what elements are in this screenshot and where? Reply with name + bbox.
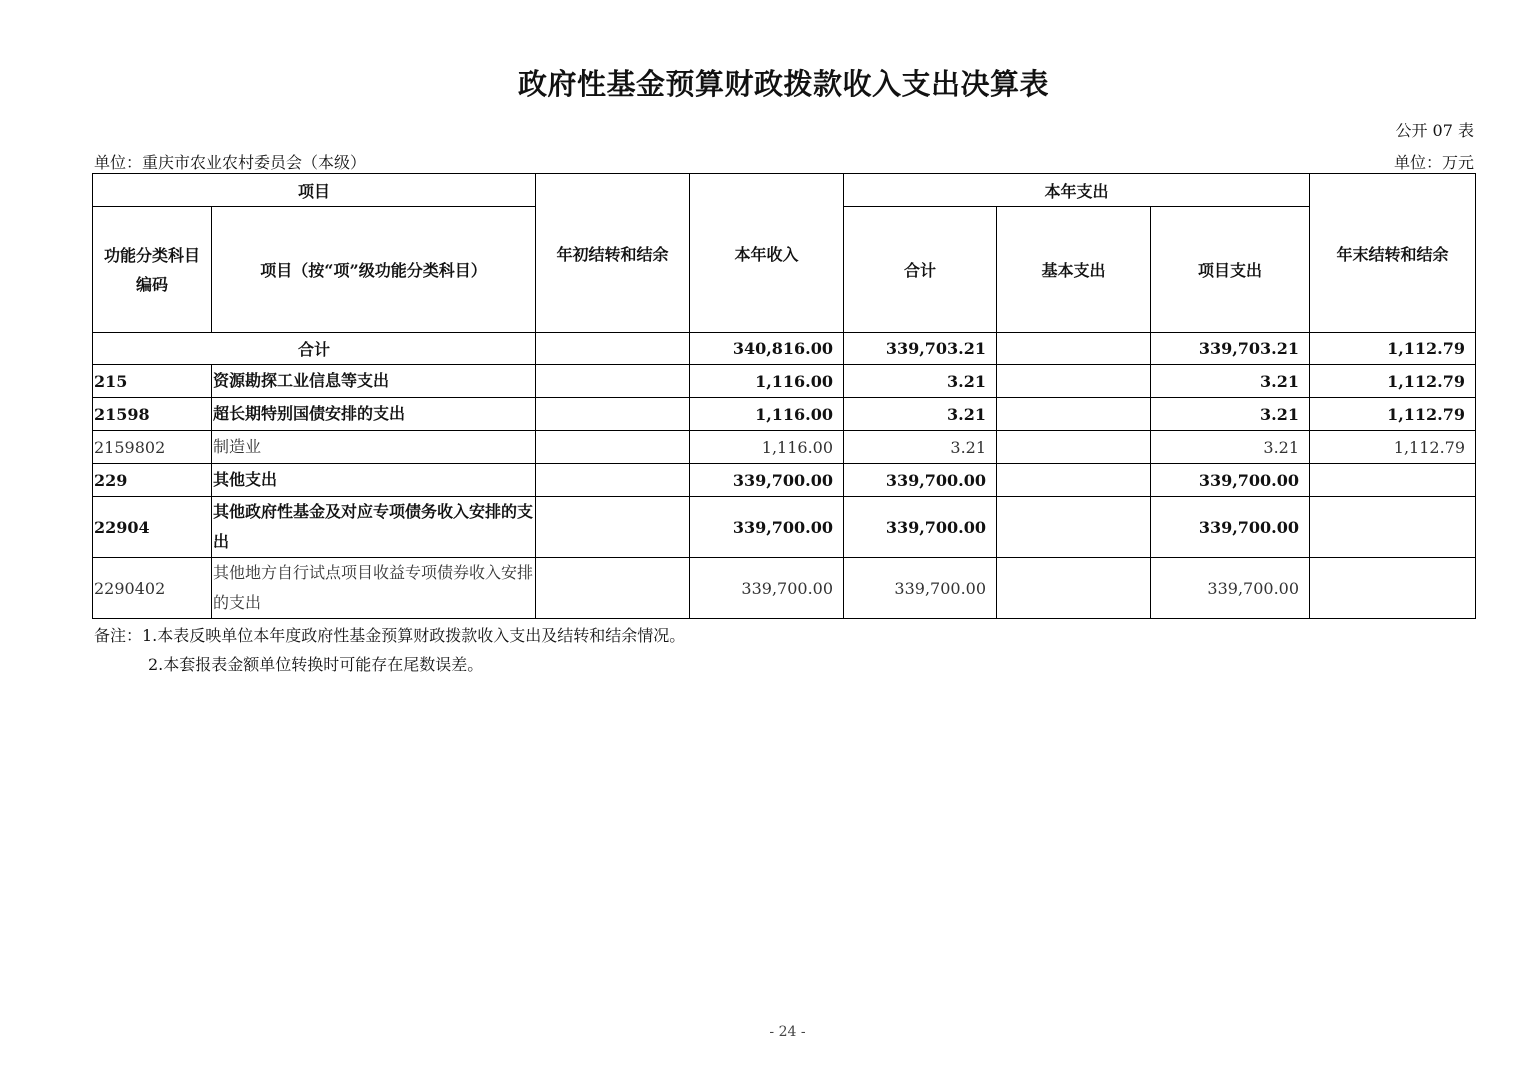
cell-basic bbox=[997, 365, 1151, 398]
cell-end: 1,112.79 bbox=[1310, 333, 1476, 365]
cell-total: 3.21 bbox=[844, 365, 997, 398]
header-end-balance: 年末结转和结余 bbox=[1310, 174, 1476, 333]
cell-basic bbox=[997, 497, 1151, 558]
cell-project: 3.21 bbox=[1151, 398, 1310, 431]
cell-income: 1,116.00 bbox=[690, 398, 844, 431]
cell-end bbox=[1310, 497, 1476, 558]
cell-end bbox=[1310, 464, 1476, 497]
note-line-1: 备注：1.本表反映单位本年度政府性基金预算财政拨款收入支出及结转和结余情况。 bbox=[94, 626, 686, 645]
cell-code: 2290402 bbox=[93, 558, 212, 619]
cell-project: 339,700.00 bbox=[1151, 497, 1310, 558]
cell-income: 339,700.00 bbox=[690, 497, 844, 558]
cell-total: 339,700.00 bbox=[844, 464, 997, 497]
cell-total: 339,700.00 bbox=[844, 558, 997, 619]
cell-begin bbox=[536, 365, 690, 398]
cell-code: 2159802 bbox=[93, 431, 212, 464]
cell-basic bbox=[997, 558, 1151, 619]
cell-name: 资源勘探工业信息等支出 bbox=[212, 365, 536, 398]
cell-income: 1,116.00 bbox=[690, 431, 844, 464]
header-expense-total: 合计 bbox=[844, 207, 997, 333]
cell-total: 3.21 bbox=[844, 398, 997, 431]
table-row bbox=[93, 398, 1476, 431]
cell-income: 340,816.00 bbox=[690, 333, 844, 365]
cell-begin bbox=[536, 464, 690, 497]
table-row bbox=[93, 464, 1476, 497]
cell-begin bbox=[536, 558, 690, 619]
cell-begin bbox=[536, 398, 690, 431]
cell-end: 1,112.79 bbox=[1310, 398, 1476, 431]
cell-basic bbox=[997, 398, 1151, 431]
header-project-name: 项目（按“项”级功能分类科目） bbox=[212, 207, 536, 333]
cell-project: 339,700.00 bbox=[1151, 558, 1310, 619]
cell-total: 339,703.21 bbox=[844, 333, 997, 365]
form-number: 公开 07 表 bbox=[1395, 121, 1474, 140]
page-title: 政府性基金预算财政拨款收入支出决算表 bbox=[517, 67, 1049, 101]
cell-basic bbox=[997, 431, 1151, 464]
cell-name: 超长期特别国债安排的支出 bbox=[212, 398, 536, 431]
total-label: 合计 bbox=[93, 333, 536, 365]
cell-end: 1,112.79 bbox=[1310, 365, 1476, 398]
cell-code: 21598 bbox=[93, 398, 212, 431]
cell-basic bbox=[997, 333, 1151, 365]
cell-project: 339,703.21 bbox=[1151, 333, 1310, 365]
total-row bbox=[93, 333, 1476, 365]
header-begin-balance: 年初结转和结余 bbox=[536, 174, 690, 333]
unit-organization: 单位：重庆市农业农村委员会（本级） bbox=[94, 153, 367, 172]
unit-currency: 单位：万元 bbox=[1393, 153, 1474, 172]
table-row bbox=[93, 431, 1476, 464]
table-row bbox=[93, 365, 1476, 398]
header-project-expense: 项目支出 bbox=[1151, 207, 1310, 333]
cell-end: 1,112.79 bbox=[1310, 431, 1476, 464]
cell-total: 3.21 bbox=[844, 431, 997, 464]
header-func-code: 功能分类科目编码 bbox=[93, 207, 212, 333]
header-expense-group: 本年支出 bbox=[844, 174, 1310, 207]
cell-code: 22904 bbox=[93, 497, 212, 558]
cell-income: 1,116.00 bbox=[690, 365, 844, 398]
header-project: 项目 bbox=[93, 174, 536, 207]
cell-code: 229 bbox=[93, 464, 212, 497]
cell-begin bbox=[536, 333, 690, 365]
cell-name: 其他地方自行试点项目收益专项债券收入安排的支出 bbox=[212, 558, 536, 619]
cell-income: 339,700.00 bbox=[690, 464, 844, 497]
cell-begin bbox=[536, 497, 690, 558]
budget-table bbox=[92, 173, 1476, 619]
header-basic-expense: 基本支出 bbox=[997, 207, 1151, 333]
table-row bbox=[93, 558, 1476, 619]
cell-begin bbox=[536, 431, 690, 464]
cell-name: 其他支出 bbox=[212, 464, 536, 497]
cell-name: 制造业 bbox=[212, 431, 536, 464]
note-line-2: 2.本套报表金额单位转换时可能存在尾数误差。 bbox=[148, 655, 484, 674]
table-row bbox=[93, 497, 1476, 558]
cell-income: 339,700.00 bbox=[690, 558, 844, 619]
cell-project: 3.21 bbox=[1151, 365, 1310, 398]
cell-project: 339,700.00 bbox=[1151, 464, 1310, 497]
cell-name: 其他政府性基金及对应专项债务收入安排的支出 bbox=[212, 497, 536, 558]
cell-basic bbox=[997, 464, 1151, 497]
header-income: 本年收入 bbox=[690, 174, 844, 333]
cell-code: 215 bbox=[93, 365, 212, 398]
notes bbox=[94, 621, 685, 679]
cell-total: 339,700.00 bbox=[844, 497, 997, 558]
cell-end bbox=[1310, 558, 1476, 619]
cell-project: 3.21 bbox=[1151, 431, 1310, 464]
page-number: - 24 - bbox=[769, 1024, 806, 1040]
